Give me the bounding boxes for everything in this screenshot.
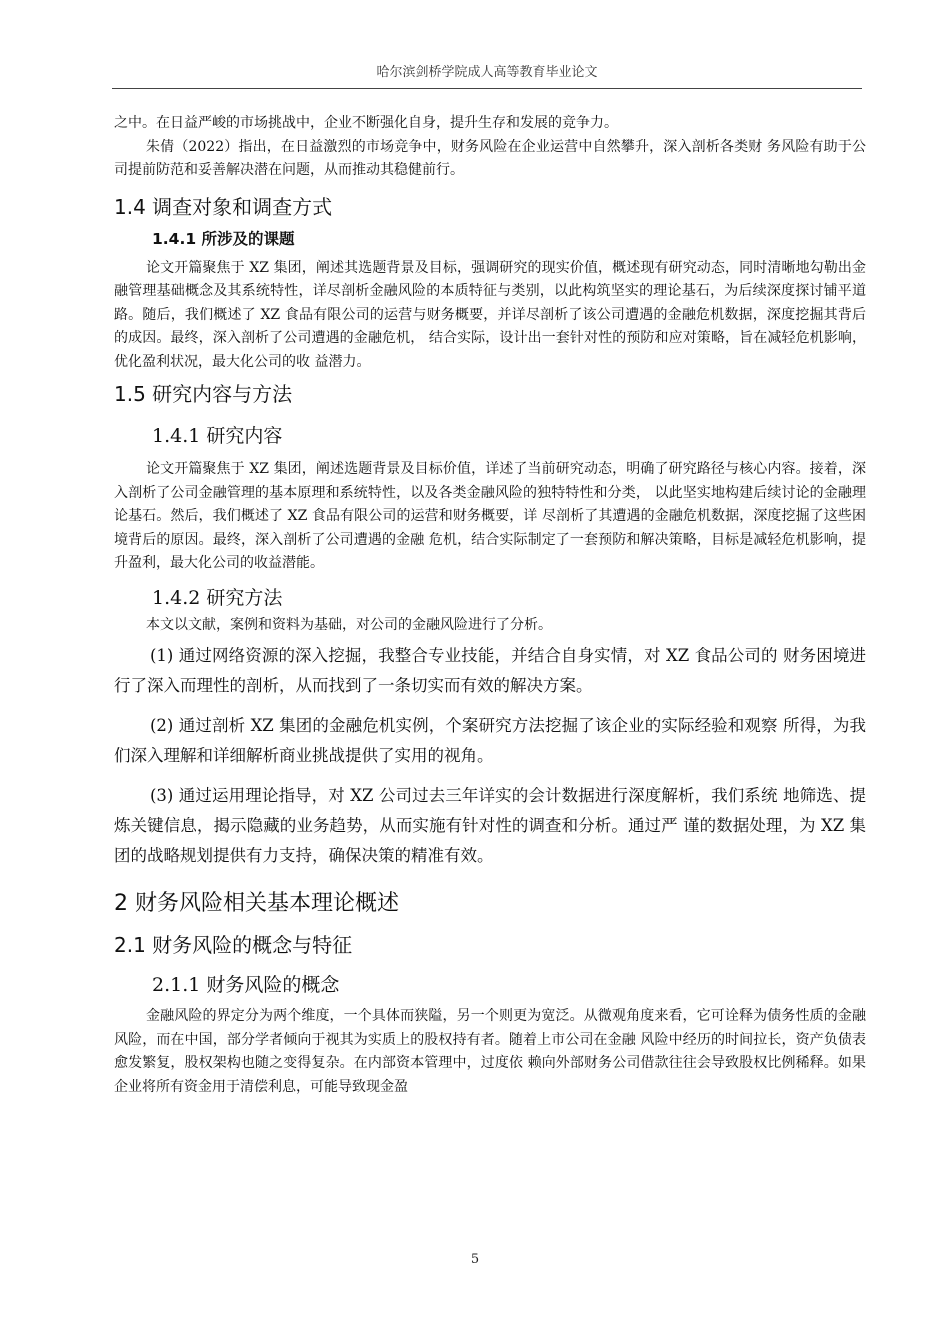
heading-chapter-2: 2 财务风险相关基本理论概述 xyxy=(114,891,399,916)
paragraph-method-1: (1) 通过网络资源的深入挖掘，我整合专业技能，并结合自身实情，对 XZ 食品公司的 财务困境进行了深入而理性的剖析，从而找到了一条切实而有效的解决方案。 xyxy=(114,646,866,695)
heading-2-1-1: 2.1.1 财务风险的概念 xyxy=(152,974,340,996)
heading-1-5: 1.5 研究内容与方法 xyxy=(114,382,293,406)
paragraph-method-2: (2) 通过剖析 XZ 集团的金融危机实例，个案研究方法挖掘了该企业的实际经验和观察 所得，为我们深入理解和详细解析商业挑战提供了实用的视角。 xyxy=(114,716,866,765)
heading-1-4-2: 1.4.2 研究方法 xyxy=(152,586,283,609)
paragraph-topic: 论文开篇聚焦于 XZ 集团，阐述其选题背景及目标，强调研究的现实价值，概述现有研究动态，同时清晰地勾勒出金融管理基础概念及其系统特性，详尽剖析金融风险的本质特征与类别，以此构筑坚实的理论基石，为后续深度探讨铺平道路。随后，我们概述了 XZ 食品有限公司的运营与财务概要，并详尽剖析了该公司遭遇的金融危机数据，深度挖掘其背后的成因。最终，深入剖析了公司遭遇的金融危机， 结合实际，设计出一套针对性的预防和应对策略，旨在减轻危机影响，优化盈利状况，最大化公司的收 益潜力。 xyxy=(114,259,866,370)
heading-1-4-1-content: 1.4.1 研究内容 xyxy=(152,425,283,447)
page-number: 5 xyxy=(470,1252,480,1267)
heading-1-4: 1.4 调查对象和调查方式 xyxy=(114,194,333,219)
paragraph-method: 本文以文献，案例和资料为基础，对公司的金融风险进行了分析。 xyxy=(146,616,552,633)
heading-1-4-1-topic: 1.4.1 所涉及的课题 xyxy=(152,229,295,248)
heading-2-1: 2.1 财务风险的概念与特征 xyxy=(114,933,353,957)
paragraph-method-3: (3) 通过运用理论指导，对 XZ 公司过去三年详实的会计数据进行深度解析，我们系统 地筛选、提炼关键信息，揭示隐藏的业务趋势，从而实施有针对性的调查和分析。通过严 谨的数据处理，为 XZ 集团的战略规划提供有力支持，确保决策的精准有效。 xyxy=(114,786,866,865)
running-header: 哈尔滨剑桥学院成人高等教育毕业论文 xyxy=(112,62,862,89)
paragraph-zhu-qian: 朱倩（2022）指出，在日益激烈的市场竞争中，财务风险在企业运营中自然攀升，深入剖析各类财 务风险有助于公司提前防范和妥善解决潜在问题，从而推动其稳健前行。 xyxy=(114,138,866,178)
paragraph-risk-concept: 金融风险的界定分为两个维度，一个具体而狭隘，另一个则更为宽泛。从微观角度来看，它可诠释为债务性质的金融风险，而在中国，部分学者倾向于视其为实质上的股权持有者。随着上市公司在金融 风险中经历的时间拉长，资产负债表愈发繁复，股权架构也随之变得复杂。在内部资本管理中，过度依 赖向外部财务公司借款往往会导致股权比例稀释。如果企业将所有资金用于清偿利息，可能导致现金盈 xyxy=(114,1008,866,1095)
paragraph-intro-continuation: 之中。在日益严峻的市场挑战中，企业不断强化自身，提升生存和发展的竞争力。 xyxy=(114,115,618,131)
paragraph-research-content: 论文开篇聚焦于 XZ 集团，阐述选题背景及目标价值，详述了当前研究动态，明确了研究路径与核心内容。接着，深入剖析了公司金融管理的基本原理和系统特性，以及各类金融风险的独特特性和分类， 以此坚实地构建后续讨论的金融理论基石。然后，我们概述了 XZ 食品有限公司的运营和财务概要，详 尽剖析了其遭遇的金融危机数据，深度挖掘了这些困境背后的原因。最终，深入剖析了公司遭遇的金融 危机，结合实际制定了一套预防和解决策略，目标是减轻危机影响，提升盈利，最大化公司的收益潜能。 xyxy=(114,461,866,571)
body-content xyxy=(114,112,866,1099)
